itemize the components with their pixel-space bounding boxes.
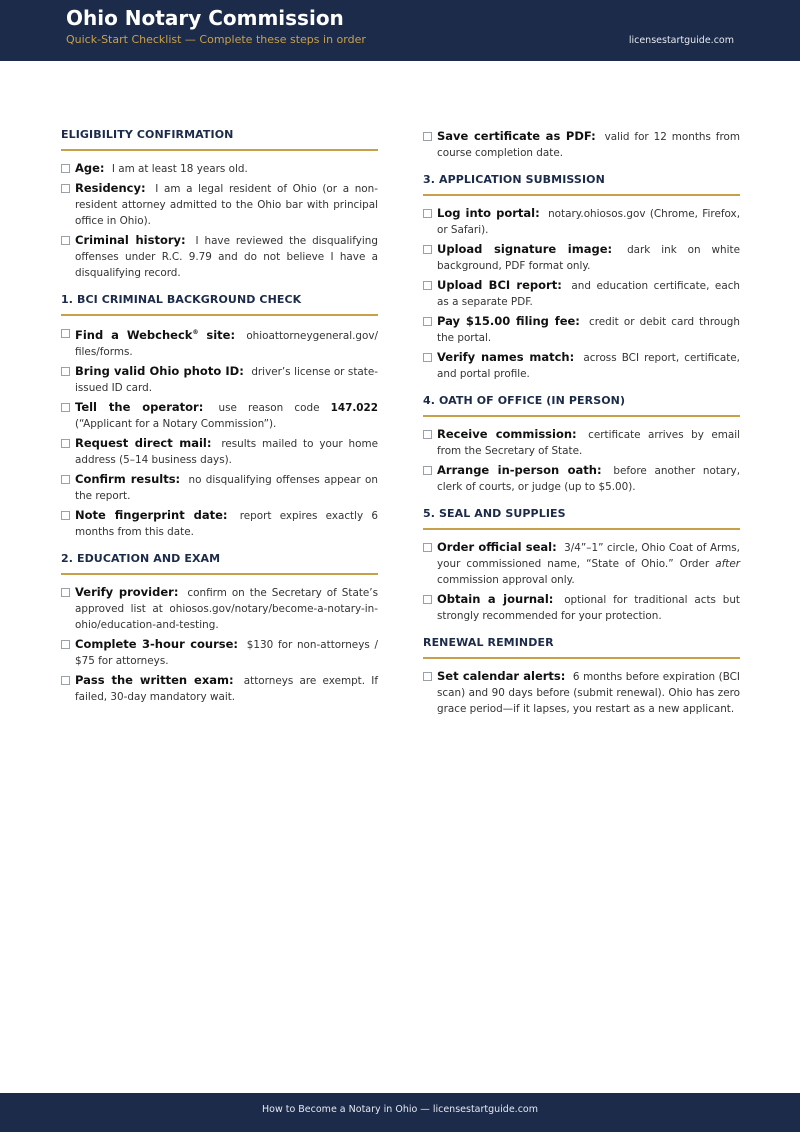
page-title: Ohio Notary Commission bbox=[66, 6, 344, 30]
item-label: Request direct mail: bbox=[75, 435, 212, 450]
checkbox-icon[interactable] bbox=[61, 367, 70, 376]
item-text: optional for traditional acts but strongly recommended for your protection. bbox=[437, 594, 740, 622]
section-eligibility bbox=[61, 128, 378, 281]
checkbox-icon[interactable] bbox=[423, 595, 432, 604]
emphasis-text: after bbox=[715, 558, 740, 570]
page-footer: How to Become a Notary in Ohio — licensestartguide.com bbox=[0, 1093, 800, 1132]
item-text: results mailed to your home address (5–14 business days). bbox=[75, 437, 378, 466]
checkbox-icon[interactable] bbox=[423, 466, 432, 475]
checklist-item bbox=[423, 205, 740, 238]
checklist-item bbox=[423, 313, 740, 346]
checklist-item bbox=[423, 128, 740, 161]
section-heading: 4. OATH OF OFFICE (IN PERSON) bbox=[423, 394, 740, 417]
page-subtitle: Quick-Start Checklist — Complete these steps in order bbox=[66, 33, 366, 46]
checklist-item bbox=[61, 160, 378, 177]
item-text: I am a legal resident of Ohio (or a non-resident attorney admitted to the Ohio bar with principal office in Ohio). bbox=[75, 183, 378, 227]
checkbox-icon[interactable] bbox=[423, 132, 432, 141]
checklist-item bbox=[423, 349, 740, 382]
checklist-item bbox=[423, 539, 740, 588]
item-text: before another notary, clerk of courts, or judge (up to $5.00). bbox=[437, 465, 740, 493]
item-label: Obtain a journal: bbox=[437, 592, 554, 606]
checkbox-icon[interactable] bbox=[61, 236, 70, 245]
item-label: Receive commission: bbox=[437, 427, 577, 441]
item-text: valid for 12 months from course completion date. bbox=[437, 131, 740, 159]
checklist-item bbox=[423, 241, 740, 274]
checklist-item bbox=[61, 672, 378, 705]
item-label: Criminal history: bbox=[75, 233, 186, 247]
checkbox-icon[interactable] bbox=[61, 588, 70, 597]
checkbox-icon[interactable] bbox=[423, 543, 432, 552]
checklist-item bbox=[61, 399, 378, 432]
item-text: attorneys are exempt. If failed, 30-day mandatory wait. bbox=[75, 674, 378, 703]
section-education-continued bbox=[423, 128, 740, 161]
item-text: $130 for non-attorneys / $75 for attorneys. bbox=[75, 638, 378, 667]
item-label: Save certificate as PDF: bbox=[437, 129, 596, 143]
item-text: I have reviewed the disqualifying offenses under R.C. 9.79 and do not believe I have a disqualifying record. bbox=[75, 235, 378, 279]
checklist-item bbox=[61, 636, 378, 669]
checkbox-icon[interactable] bbox=[61, 439, 70, 448]
item-label: Upload BCI report: bbox=[437, 278, 562, 292]
item-label-tail: site: bbox=[198, 327, 236, 342]
checklist-item bbox=[61, 435, 378, 468]
checklist-item bbox=[61, 180, 378, 229]
item-text: confirm on the Secretary of State’s approved list at ohiosos.gov/notary/become-a-notary-in-ohio/education-and-testing. bbox=[75, 586, 379, 631]
item-text: ohioattorneygeneral.gov/ files/forms. bbox=[75, 329, 378, 358]
item-text: driver’s license or state-issued ID card. bbox=[75, 365, 378, 394]
section-bci bbox=[61, 293, 378, 540]
checklist-item bbox=[61, 584, 378, 633]
item-text: notary.ohiosos.gov (Chrome, Firefox, or Safari). bbox=[437, 208, 740, 236]
checklist-item bbox=[423, 462, 740, 495]
item-label: Age: bbox=[75, 161, 105, 175]
item-label: Pay $15.00 filing fee: bbox=[437, 314, 580, 328]
item-text: I am at least 18 years old. bbox=[111, 163, 248, 175]
item-label bbox=[75, 328, 235, 342]
section-heading: 3. APPLICATION SUBMISSION bbox=[423, 173, 740, 196]
reason-code: 147.022 bbox=[330, 401, 378, 414]
section-heading: 1. BCI CRIMINAL BACKGROUND CHECK bbox=[61, 293, 378, 316]
item-label: Arrange in-person oath: bbox=[437, 463, 602, 477]
checkbox-icon[interactable] bbox=[423, 353, 432, 362]
right-column bbox=[423, 128, 740, 729]
section-heading: ELIGIBILITY CONFIRMATION bbox=[61, 128, 378, 151]
checkbox-icon[interactable] bbox=[61, 164, 70, 173]
checklist-item bbox=[423, 426, 740, 459]
item-text: and education certificate, each as a separate PDF. bbox=[437, 280, 740, 308]
section-heading: 5. SEAL AND SUPPLIES bbox=[423, 507, 740, 530]
section-oath bbox=[423, 394, 740, 495]
checkbox-icon[interactable] bbox=[423, 281, 432, 290]
checkbox-icon[interactable] bbox=[61, 475, 70, 484]
checklist-item bbox=[61, 325, 378, 360]
section-renewal bbox=[423, 636, 740, 717]
checklist-item bbox=[423, 668, 740, 717]
item-label: Verify names match: bbox=[437, 350, 575, 364]
item-label: Complete 3-hour course: bbox=[75, 636, 239, 651]
header-site-link[interactable]: licensestartguide.com bbox=[628, 35, 734, 46]
checkbox-icon[interactable] bbox=[61, 184, 70, 193]
item-text: 6 months before expiration (BCI scan) and 90 days before (submit renewal). Ohio has zero grace period—if it lapses, you restart as a new applicant. bbox=[437, 671, 740, 715]
section-heading: RENEWAL REMINDER bbox=[423, 636, 740, 659]
section-application bbox=[423, 173, 740, 382]
checkbox-icon[interactable] bbox=[423, 430, 432, 439]
item-label: Order official seal: bbox=[437, 540, 557, 554]
item-text: use reason code bbox=[218, 401, 331, 414]
item-label: Verify provider: bbox=[75, 584, 179, 599]
page-header bbox=[0, 0, 800, 61]
item-label-main: Find a Webcheck bbox=[75, 327, 193, 342]
item-text: across BCI report, certificate, and portal profile. bbox=[437, 352, 740, 380]
checkbox-icon[interactable] bbox=[61, 511, 70, 520]
checkbox-icon[interactable] bbox=[423, 245, 432, 254]
item-text: certificate arrives by email from the Secretary of State. bbox=[437, 429, 740, 457]
item-label: Bring valid Ohio photo ID: bbox=[75, 363, 244, 378]
item-text: no disqualifying offenses appear on the report. bbox=[75, 473, 378, 502]
item-label: Pass the written exam: bbox=[75, 672, 234, 687]
checkbox-icon[interactable] bbox=[423, 209, 432, 218]
checklist-item bbox=[423, 277, 740, 310]
item-label: Upload signature image: bbox=[437, 242, 613, 256]
checkbox-icon[interactable] bbox=[423, 317, 432, 326]
checkbox-icon[interactable] bbox=[61, 329, 70, 338]
section-seal bbox=[423, 507, 740, 624]
section-heading: 2. EDUCATION AND EXAM bbox=[61, 552, 378, 575]
checklist-item bbox=[61, 471, 378, 504]
registered-mark: ® bbox=[192, 329, 199, 336]
item-label: Residency: bbox=[75, 181, 146, 195]
item-label: Tell the operator: bbox=[75, 399, 204, 414]
item-text: credit or debit card through the portal. bbox=[437, 316, 740, 344]
checklist-item bbox=[423, 591, 740, 624]
checkbox-icon[interactable] bbox=[61, 640, 70, 649]
left-column bbox=[61, 128, 378, 717]
item-label: Log into portal: bbox=[437, 206, 540, 220]
item-label: Set calendar alerts: bbox=[437, 669, 566, 683]
checklist-item bbox=[61, 232, 378, 281]
item-text: report expires exactly 6 months from this date. bbox=[75, 509, 378, 538]
item-text: 3/4”–1” circle, Ohio Coat of Arms, your commissioned name, “State of Ohio.” Order bbox=[437, 542, 740, 570]
item-label: Note fingerprint date: bbox=[75, 507, 228, 522]
item-label: Confirm results: bbox=[75, 471, 181, 486]
checkbox-icon[interactable] bbox=[423, 672, 432, 681]
item-text-tail: commission approval only. bbox=[437, 574, 575, 586]
item-text: dark ink on white background, PDF format only. bbox=[437, 244, 740, 272]
checkbox-icon[interactable] bbox=[61, 676, 70, 685]
checklist-item bbox=[61, 507, 378, 540]
checklist-item bbox=[61, 363, 378, 396]
section-education bbox=[61, 552, 378, 705]
item-text-tail: (“Applicant for a Notary Commission”). bbox=[75, 417, 277, 430]
checkbox-icon[interactable] bbox=[61, 403, 70, 412]
